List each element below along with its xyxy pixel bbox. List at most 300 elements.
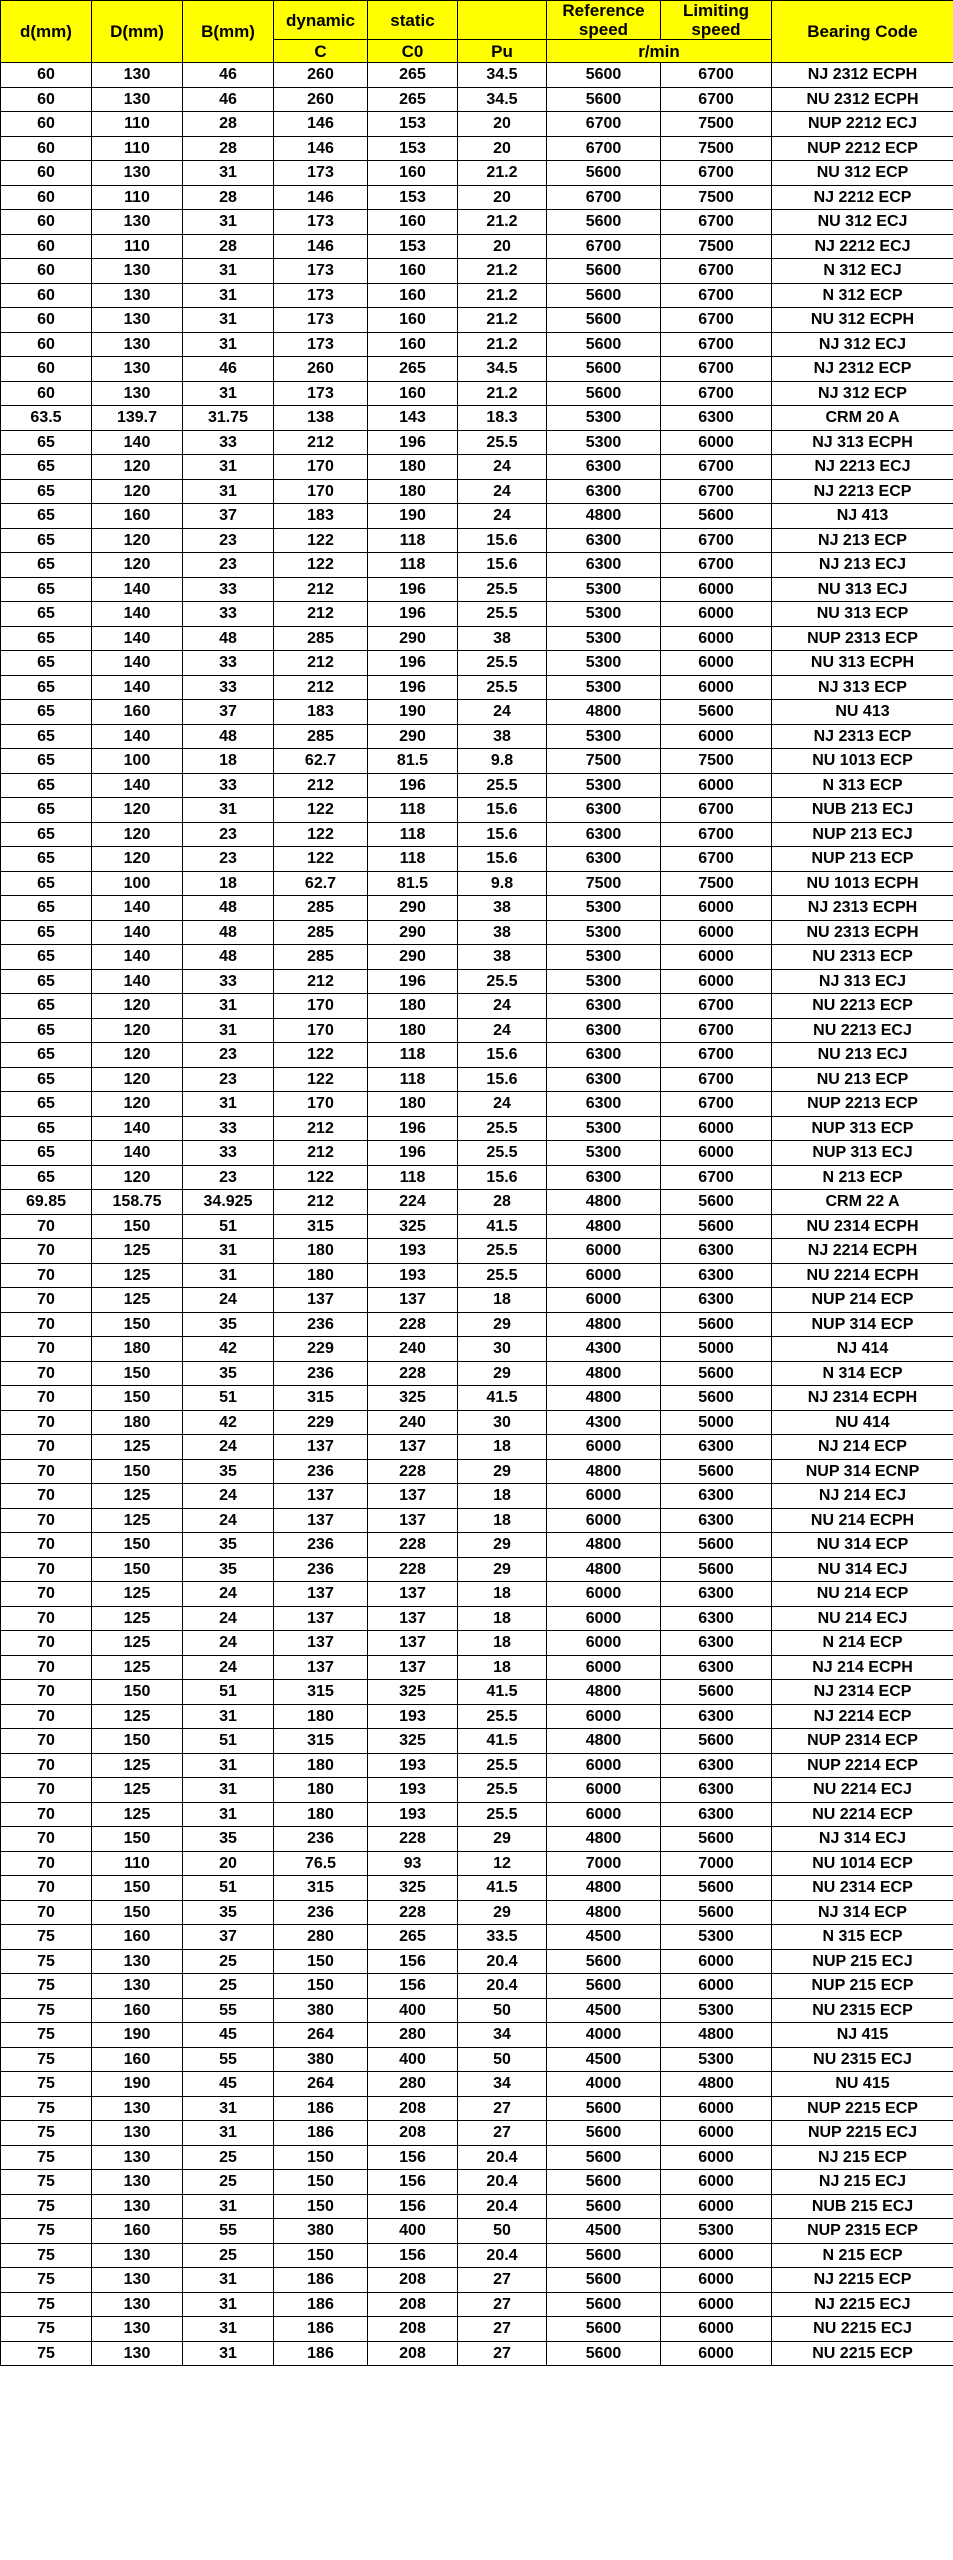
cell-bore-diameter: 60 — [1, 381, 92, 406]
cell-static-load: 160 — [368, 283, 458, 308]
cell-width: 31 — [183, 2292, 274, 2317]
cell-bore-diameter: 70 — [1, 1631, 92, 1656]
table-row — [1, 87, 953, 112]
cell-static-load: 196 — [368, 430, 458, 455]
cell-pu: 50 — [458, 2047, 547, 2072]
cell-outer-diameter: 120 — [92, 798, 183, 823]
cell-outer-diameter: 125 — [92, 1263, 183, 1288]
cell-static-load: 196 — [368, 651, 458, 676]
cell-outer-diameter: 150 — [92, 1876, 183, 1901]
cell-limiting-speed: 6300 — [661, 1778, 772, 1803]
cell-pu: 34.5 — [458, 87, 547, 112]
cell-pu: 50 — [458, 2219, 547, 2244]
cell-bore-diameter: 70 — [1, 1606, 92, 1631]
table-row — [1, 406, 953, 431]
table-row — [1, 1606, 953, 1631]
table-row — [1, 2023, 953, 2048]
cell-width: 33 — [183, 675, 274, 700]
cell-width: 24 — [183, 1288, 274, 1313]
cell-width: 33 — [183, 1116, 274, 1141]
cell-dynamic-load: 137 — [274, 1582, 368, 1607]
cell-pu: 20.4 — [458, 2170, 547, 2195]
table-row — [1, 1582, 953, 1607]
table-row — [1, 1778, 953, 1803]
table-row — [1, 1729, 953, 1754]
cell-outer-diameter: 140 — [92, 602, 183, 627]
cell-bore-diameter: 75 — [1, 2121, 92, 2146]
cell-limiting-speed: 6000 — [661, 1116, 772, 1141]
header-outer-diameter: D(mm) — [92, 1, 183, 63]
cell-static-load: 290 — [368, 626, 458, 651]
cell-bearing-code: NU 2215 ECP — [772, 2341, 953, 2366]
cell-bearing-code: NUP 2212 ECJ — [772, 112, 953, 137]
cell-limiting-speed: 6700 — [661, 87, 772, 112]
cell-reference-speed: 5300 — [547, 430, 661, 455]
cell-dynamic-load: 170 — [274, 1018, 368, 1043]
cell-bearing-code: NJ 2313 ECPH — [772, 896, 953, 921]
cell-bearing-code: NU 213 ECP — [772, 1067, 953, 1092]
cell-static-load: 290 — [368, 896, 458, 921]
cell-outer-diameter: 130 — [92, 2268, 183, 2293]
cell-reference-speed: 4000 — [547, 2023, 661, 2048]
cell-width: 31 — [183, 332, 274, 357]
cell-reference-speed: 6300 — [547, 455, 661, 480]
cell-limiting-speed: 5600 — [661, 1827, 772, 1852]
cell-bore-diameter: 75 — [1, 2219, 92, 2244]
cell-static-load: 290 — [368, 920, 458, 945]
cell-bore-diameter: 75 — [1, 2194, 92, 2219]
cell-static-load: 280 — [368, 2023, 458, 2048]
cell-reference-speed: 4800 — [547, 1361, 661, 1386]
cell-static-load: 196 — [368, 969, 458, 994]
cell-bore-diameter: 75 — [1, 1949, 92, 1974]
cell-bearing-code: NJ 2314 ECP — [772, 1680, 953, 1705]
cell-pu: 9.8 — [458, 749, 547, 774]
cell-bore-diameter: 63.5 — [1, 406, 92, 431]
cell-bore-diameter: 75 — [1, 2096, 92, 2121]
table-row — [1, 651, 953, 676]
cell-limiting-speed: 5600 — [661, 1386, 772, 1411]
cell-width: 33 — [183, 430, 274, 455]
cell-static-load: 196 — [368, 675, 458, 700]
cell-pu: 41.5 — [458, 1214, 547, 1239]
cell-reference-speed: 4800 — [547, 1557, 661, 1582]
cell-outer-diameter: 130 — [92, 357, 183, 382]
cell-bearing-code: NJ 313 ECPH — [772, 430, 953, 455]
cell-width: 51 — [183, 1729, 274, 1754]
cell-limiting-speed: 6700 — [661, 479, 772, 504]
header-pu: Pu — [458, 40, 547, 63]
cell-reference-speed: 7000 — [547, 1851, 661, 1876]
cell-static-load: 180 — [368, 455, 458, 480]
table-row — [1, 1263, 953, 1288]
table-row — [1, 283, 953, 308]
cell-outer-diameter: 140 — [92, 430, 183, 455]
cell-width: 31 — [183, 283, 274, 308]
cell-bearing-code: NJ 215 ECJ — [772, 2170, 953, 2195]
header-rpm-unit: r/min — [547, 40, 772, 63]
table-row — [1, 1802, 953, 1827]
cell-bore-diameter: 65 — [1, 700, 92, 725]
cell-bore-diameter: 70 — [1, 1337, 92, 1362]
cell-reference-speed: 6000 — [547, 1484, 661, 1509]
cell-outer-diameter: 140 — [92, 773, 183, 798]
cell-width: 25 — [183, 1949, 274, 1974]
cell-pu: 29 — [458, 1900, 547, 1925]
cell-dynamic-load: 186 — [274, 2341, 368, 2366]
cell-reference-speed: 4800 — [547, 1876, 661, 1901]
cell-limiting-speed: 5600 — [661, 1533, 772, 1558]
cell-limiting-speed: 6700 — [661, 1043, 772, 1068]
cell-bore-diameter: 65 — [1, 553, 92, 578]
cell-limiting-speed: 6000 — [661, 773, 772, 798]
cell-pu: 25.5 — [458, 1263, 547, 1288]
cell-bearing-code: NJ 312 ECP — [772, 381, 953, 406]
cell-bearing-code: NU 2315 ECJ — [772, 2047, 953, 2072]
cell-static-load: 196 — [368, 1141, 458, 1166]
cell-limiting-speed: 6000 — [661, 2170, 772, 2195]
cell-pu: 9.8 — [458, 871, 547, 896]
cell-bore-diameter: 65 — [1, 675, 92, 700]
cell-static-load: 400 — [368, 2219, 458, 2244]
cell-outer-diameter: 190 — [92, 2072, 183, 2097]
cell-static-load: 265 — [368, 87, 458, 112]
cell-limiting-speed: 5300 — [661, 1998, 772, 2023]
table-row — [1, 1459, 953, 1484]
cell-bore-diameter: 75 — [1, 1974, 92, 1999]
cell-dynamic-load: 173 — [274, 283, 368, 308]
cell-reference-speed: 5300 — [547, 773, 661, 798]
cell-reference-speed: 5300 — [547, 724, 661, 749]
table-row — [1, 1190, 953, 1215]
cell-limiting-speed: 6300 — [661, 1631, 772, 1656]
table-row — [1, 2243, 953, 2268]
cell-static-load: 180 — [368, 1018, 458, 1043]
table-row — [1, 1018, 953, 1043]
cell-static-load: 196 — [368, 577, 458, 602]
cell-bearing-code: NU 1014 ECP — [772, 1851, 953, 1876]
table-row — [1, 798, 953, 823]
cell-bore-diameter: 70 — [1, 1704, 92, 1729]
cell-width: 55 — [183, 2219, 274, 2244]
cell-static-load: 325 — [368, 1386, 458, 1411]
cell-bore-diameter: 70 — [1, 1851, 92, 1876]
cell-width: 46 — [183, 357, 274, 382]
cell-width: 23 — [183, 553, 274, 578]
cell-bearing-code: NJ 314 ECJ — [772, 1827, 953, 1852]
cell-reference-speed: 4800 — [547, 504, 661, 529]
table-row — [1, 381, 953, 406]
cell-bore-diameter: 60 — [1, 63, 92, 88]
cell-bore-diameter: 60 — [1, 283, 92, 308]
cell-reference-speed: 4500 — [547, 1998, 661, 2023]
table-row — [1, 1949, 953, 1974]
cell-outer-diameter: 120 — [92, 994, 183, 1019]
cell-static-load: 290 — [368, 724, 458, 749]
cell-limiting-speed: 6300 — [661, 406, 772, 431]
cell-pu: 24 — [458, 1018, 547, 1043]
cell-bearing-code: N 214 ECP — [772, 1631, 953, 1656]
cell-reference-speed: 4300 — [547, 1337, 661, 1362]
cell-static-load: 400 — [368, 2047, 458, 2072]
cell-dynamic-load: 150 — [274, 2194, 368, 2219]
cell-limiting-speed: 6700 — [661, 381, 772, 406]
cell-width: 45 — [183, 2023, 274, 2048]
cell-bore-diameter: 65 — [1, 1165, 92, 1190]
cell-static-load: 208 — [368, 2268, 458, 2293]
cell-outer-diameter: 130 — [92, 210, 183, 235]
cell-width: 51 — [183, 1386, 274, 1411]
cell-width: 35 — [183, 1361, 274, 1386]
cell-static-load: 180 — [368, 994, 458, 1019]
cell-reference-speed: 5600 — [547, 2317, 661, 2342]
cell-width: 31 — [183, 2268, 274, 2293]
cell-pu: 18 — [458, 1484, 547, 1509]
cell-limiting-speed: 6700 — [661, 161, 772, 186]
cell-static-load: 228 — [368, 1361, 458, 1386]
cell-bearing-code: NJ 2314 ECPH — [772, 1386, 953, 1411]
cell-pu: 27 — [458, 2096, 547, 2121]
cell-reference-speed: 4000 — [547, 2072, 661, 2097]
cell-pu: 20 — [458, 185, 547, 210]
cell-pu: 27 — [458, 2292, 547, 2317]
cell-static-load: 196 — [368, 773, 458, 798]
cell-outer-diameter: 140 — [92, 945, 183, 970]
cell-bore-diameter: 65 — [1, 1116, 92, 1141]
cell-limiting-speed: 6700 — [661, 847, 772, 872]
cell-bearing-code: NJ 413 — [772, 504, 953, 529]
cell-width: 35 — [183, 1312, 274, 1337]
cell-dynamic-load: 122 — [274, 822, 368, 847]
cell-dynamic-load: 137 — [274, 1508, 368, 1533]
table-row — [1, 2170, 953, 2195]
header-bore-diameter: d(mm) — [1, 1, 92, 63]
cell-pu: 25.5 — [458, 1116, 547, 1141]
cell-bearing-code: NJ 312 ECJ — [772, 332, 953, 357]
cell-bearing-code: NJ 2214 ECP — [772, 1704, 953, 1729]
cell-bore-diameter: 65 — [1, 626, 92, 651]
cell-width: 31 — [183, 2317, 274, 2342]
table-row — [1, 1655, 953, 1680]
cell-bearing-code: NUP 314 ECNP — [772, 1459, 953, 1484]
cell-dynamic-load: 146 — [274, 234, 368, 259]
cell-pu: 20.4 — [458, 2145, 547, 2170]
cell-bore-diameter: 65 — [1, 455, 92, 480]
header-reference-speed — [547, 1, 661, 40]
cell-bore-diameter: 65 — [1, 994, 92, 1019]
cell-outer-diameter: 190 — [92, 2023, 183, 2048]
cell-limiting-speed: 6300 — [661, 1239, 772, 1264]
table-row — [1, 896, 953, 921]
cell-width: 31 — [183, 381, 274, 406]
cell-bearing-code: N 215 ECP — [772, 2243, 953, 2268]
cell-limiting-speed: 6300 — [661, 1435, 772, 1460]
cell-outer-diameter: 160 — [92, 700, 183, 725]
header-static-load: static — [368, 1, 458, 40]
cell-outer-diameter: 180 — [92, 1410, 183, 1435]
cell-bore-diameter: 70 — [1, 1263, 92, 1288]
table-row — [1, 430, 953, 455]
cell-limiting-speed: 6000 — [661, 2096, 772, 2121]
cell-limiting-speed: 6700 — [661, 332, 772, 357]
cell-pu: 25.5 — [458, 969, 547, 994]
cell-static-load: 208 — [368, 2292, 458, 2317]
cell-reference-speed: 6000 — [547, 1631, 661, 1656]
cell-outer-diameter: 130 — [92, 2121, 183, 2146]
cell-static-load: 180 — [368, 1092, 458, 1117]
cell-reference-speed: 5300 — [547, 602, 661, 627]
cell-width: 42 — [183, 1337, 274, 1362]
cell-bore-diameter: 65 — [1, 945, 92, 970]
cell-static-load: 153 — [368, 136, 458, 161]
table-row — [1, 700, 953, 725]
cell-reference-speed: 6000 — [547, 1606, 661, 1631]
cell-width: 31 — [183, 1092, 274, 1117]
cell-static-load: 193 — [368, 1753, 458, 1778]
cell-bearing-code: NU 314 ECJ — [772, 1557, 953, 1582]
cell-limiting-speed: 6000 — [661, 675, 772, 700]
cell-bearing-code: NUP 313 ECJ — [772, 1141, 953, 1166]
cell-limiting-speed: 7500 — [661, 871, 772, 896]
cell-reference-speed: 6000 — [547, 1435, 661, 1460]
table-row — [1, 920, 953, 945]
table-row — [1, 1974, 953, 1999]
cell-bearing-code: NU 2313 ECP — [772, 945, 953, 970]
cell-static-load: 196 — [368, 1116, 458, 1141]
cell-dynamic-load: 137 — [274, 1288, 368, 1313]
cell-outer-diameter: 125 — [92, 1508, 183, 1533]
cell-outer-diameter: 130 — [92, 381, 183, 406]
cell-dynamic-load: 212 — [274, 773, 368, 798]
cell-bore-diameter: 60 — [1, 87, 92, 112]
table-row — [1, 1533, 953, 1558]
cell-bore-diameter: 70 — [1, 1459, 92, 1484]
cell-pu: 15.6 — [458, 1165, 547, 1190]
cell-width: 37 — [183, 1925, 274, 1950]
cell-bearing-code: NU 1013 ECP — [772, 749, 953, 774]
cell-static-load: 208 — [368, 2317, 458, 2342]
cell-pu: 34.5 — [458, 63, 547, 88]
cell-static-load: 160 — [368, 308, 458, 333]
cell-static-load: 153 — [368, 185, 458, 210]
header-row-labels — [1, 1, 953, 40]
cell-width: 37 — [183, 504, 274, 529]
cell-reference-speed: 6000 — [547, 1508, 661, 1533]
table-row — [1, 749, 953, 774]
cell-bore-diameter: 65 — [1, 724, 92, 749]
table-row — [1, 553, 953, 578]
cell-bearing-code: NU 2314 ECPH — [772, 1214, 953, 1239]
cell-dynamic-load: 285 — [274, 920, 368, 945]
cell-bearing-code: CRM 20 A — [772, 406, 953, 431]
cell-width: 31 — [183, 259, 274, 284]
cell-outer-diameter: 125 — [92, 1704, 183, 1729]
cell-limiting-speed: 6300 — [661, 1704, 772, 1729]
cell-static-load: 118 — [368, 1067, 458, 1092]
cell-dynamic-load: 236 — [274, 1459, 368, 1484]
cell-pu: 25.5 — [458, 577, 547, 602]
cell-pu: 41.5 — [458, 1876, 547, 1901]
cell-bearing-code: NUB 213 ECJ — [772, 798, 953, 823]
cell-reference-speed: 4800 — [547, 1386, 661, 1411]
header-dynamic-load: dynamic — [274, 1, 368, 40]
cell-limiting-speed: 6300 — [661, 1263, 772, 1288]
cell-width: 48 — [183, 724, 274, 749]
cell-reference-speed: 5300 — [547, 577, 661, 602]
cell-static-load: 228 — [368, 1459, 458, 1484]
cell-limiting-speed: 7500 — [661, 234, 772, 259]
cell-reference-speed: 5600 — [547, 1974, 661, 1999]
cell-dynamic-load: 173 — [274, 259, 368, 284]
cell-outer-diameter: 150 — [92, 1729, 183, 1754]
cell-limiting-speed: 6000 — [661, 651, 772, 676]
cell-reference-speed: 5600 — [547, 259, 661, 284]
cell-outer-diameter: 140 — [92, 724, 183, 749]
cell-static-load: 325 — [368, 1729, 458, 1754]
table-row — [1, 1239, 953, 1264]
cell-reference-speed: 5600 — [547, 332, 661, 357]
cell-bore-diameter: 60 — [1, 234, 92, 259]
cell-reference-speed: 4800 — [547, 700, 661, 725]
cell-limiting-speed: 5600 — [661, 1190, 772, 1215]
cell-width: 24 — [183, 1484, 274, 1509]
cell-outer-diameter: 120 — [92, 822, 183, 847]
cell-static-load: 143 — [368, 406, 458, 431]
cell-bore-diameter: 65 — [1, 896, 92, 921]
cell-reference-speed: 4800 — [547, 1190, 661, 1215]
cell-static-load: 193 — [368, 1239, 458, 1264]
cell-pu: 15.6 — [458, 798, 547, 823]
cell-bore-diameter: 75 — [1, 1998, 92, 2023]
table-row — [1, 1704, 953, 1729]
cell-bore-diameter: 70 — [1, 1435, 92, 1460]
cell-pu: 21.2 — [458, 259, 547, 284]
table-row — [1, 847, 953, 872]
cell-limiting-speed: 5300 — [661, 2047, 772, 2072]
cell-static-load: 156 — [368, 2170, 458, 2195]
header-limiting-speed-label: Limiting speed — [682, 1, 750, 39]
cell-pu: 18 — [458, 1435, 547, 1460]
cell-bore-diameter: 75 — [1, 2317, 92, 2342]
cell-dynamic-load: 180 — [274, 1263, 368, 1288]
cell-limiting-speed: 6000 — [661, 920, 772, 945]
cell-limiting-speed: 5600 — [661, 504, 772, 529]
cell-limiting-speed: 6700 — [661, 822, 772, 847]
cell-bore-diameter: 70 — [1, 1900, 92, 1925]
cell-bearing-code: NU 2313 ECPH — [772, 920, 953, 945]
cell-limiting-speed: 6700 — [661, 994, 772, 1019]
table-row — [1, 1680, 953, 1705]
table-row — [1, 2292, 953, 2317]
cell-static-load: 137 — [368, 1582, 458, 1607]
cell-width: 46 — [183, 63, 274, 88]
cell-bearing-code: NU 2214 ECJ — [772, 1778, 953, 1803]
cell-bore-diameter: 65 — [1, 651, 92, 676]
cell-outer-diameter: 130 — [92, 2317, 183, 2342]
cell-outer-diameter: 140 — [92, 626, 183, 651]
cell-outer-diameter: 150 — [92, 1533, 183, 1558]
cell-reference-speed: 7500 — [547, 871, 661, 896]
table-row — [1, 1092, 953, 1117]
cell-static-load: 193 — [368, 1263, 458, 1288]
cell-limiting-speed: 6700 — [661, 1067, 772, 1092]
cell-dynamic-load: 236 — [274, 1827, 368, 1852]
cell-dynamic-load: 285 — [274, 626, 368, 651]
cell-dynamic-load: 122 — [274, 1067, 368, 1092]
cell-static-load: 137 — [368, 1606, 458, 1631]
table-row — [1, 357, 953, 382]
table-row — [1, 945, 953, 970]
